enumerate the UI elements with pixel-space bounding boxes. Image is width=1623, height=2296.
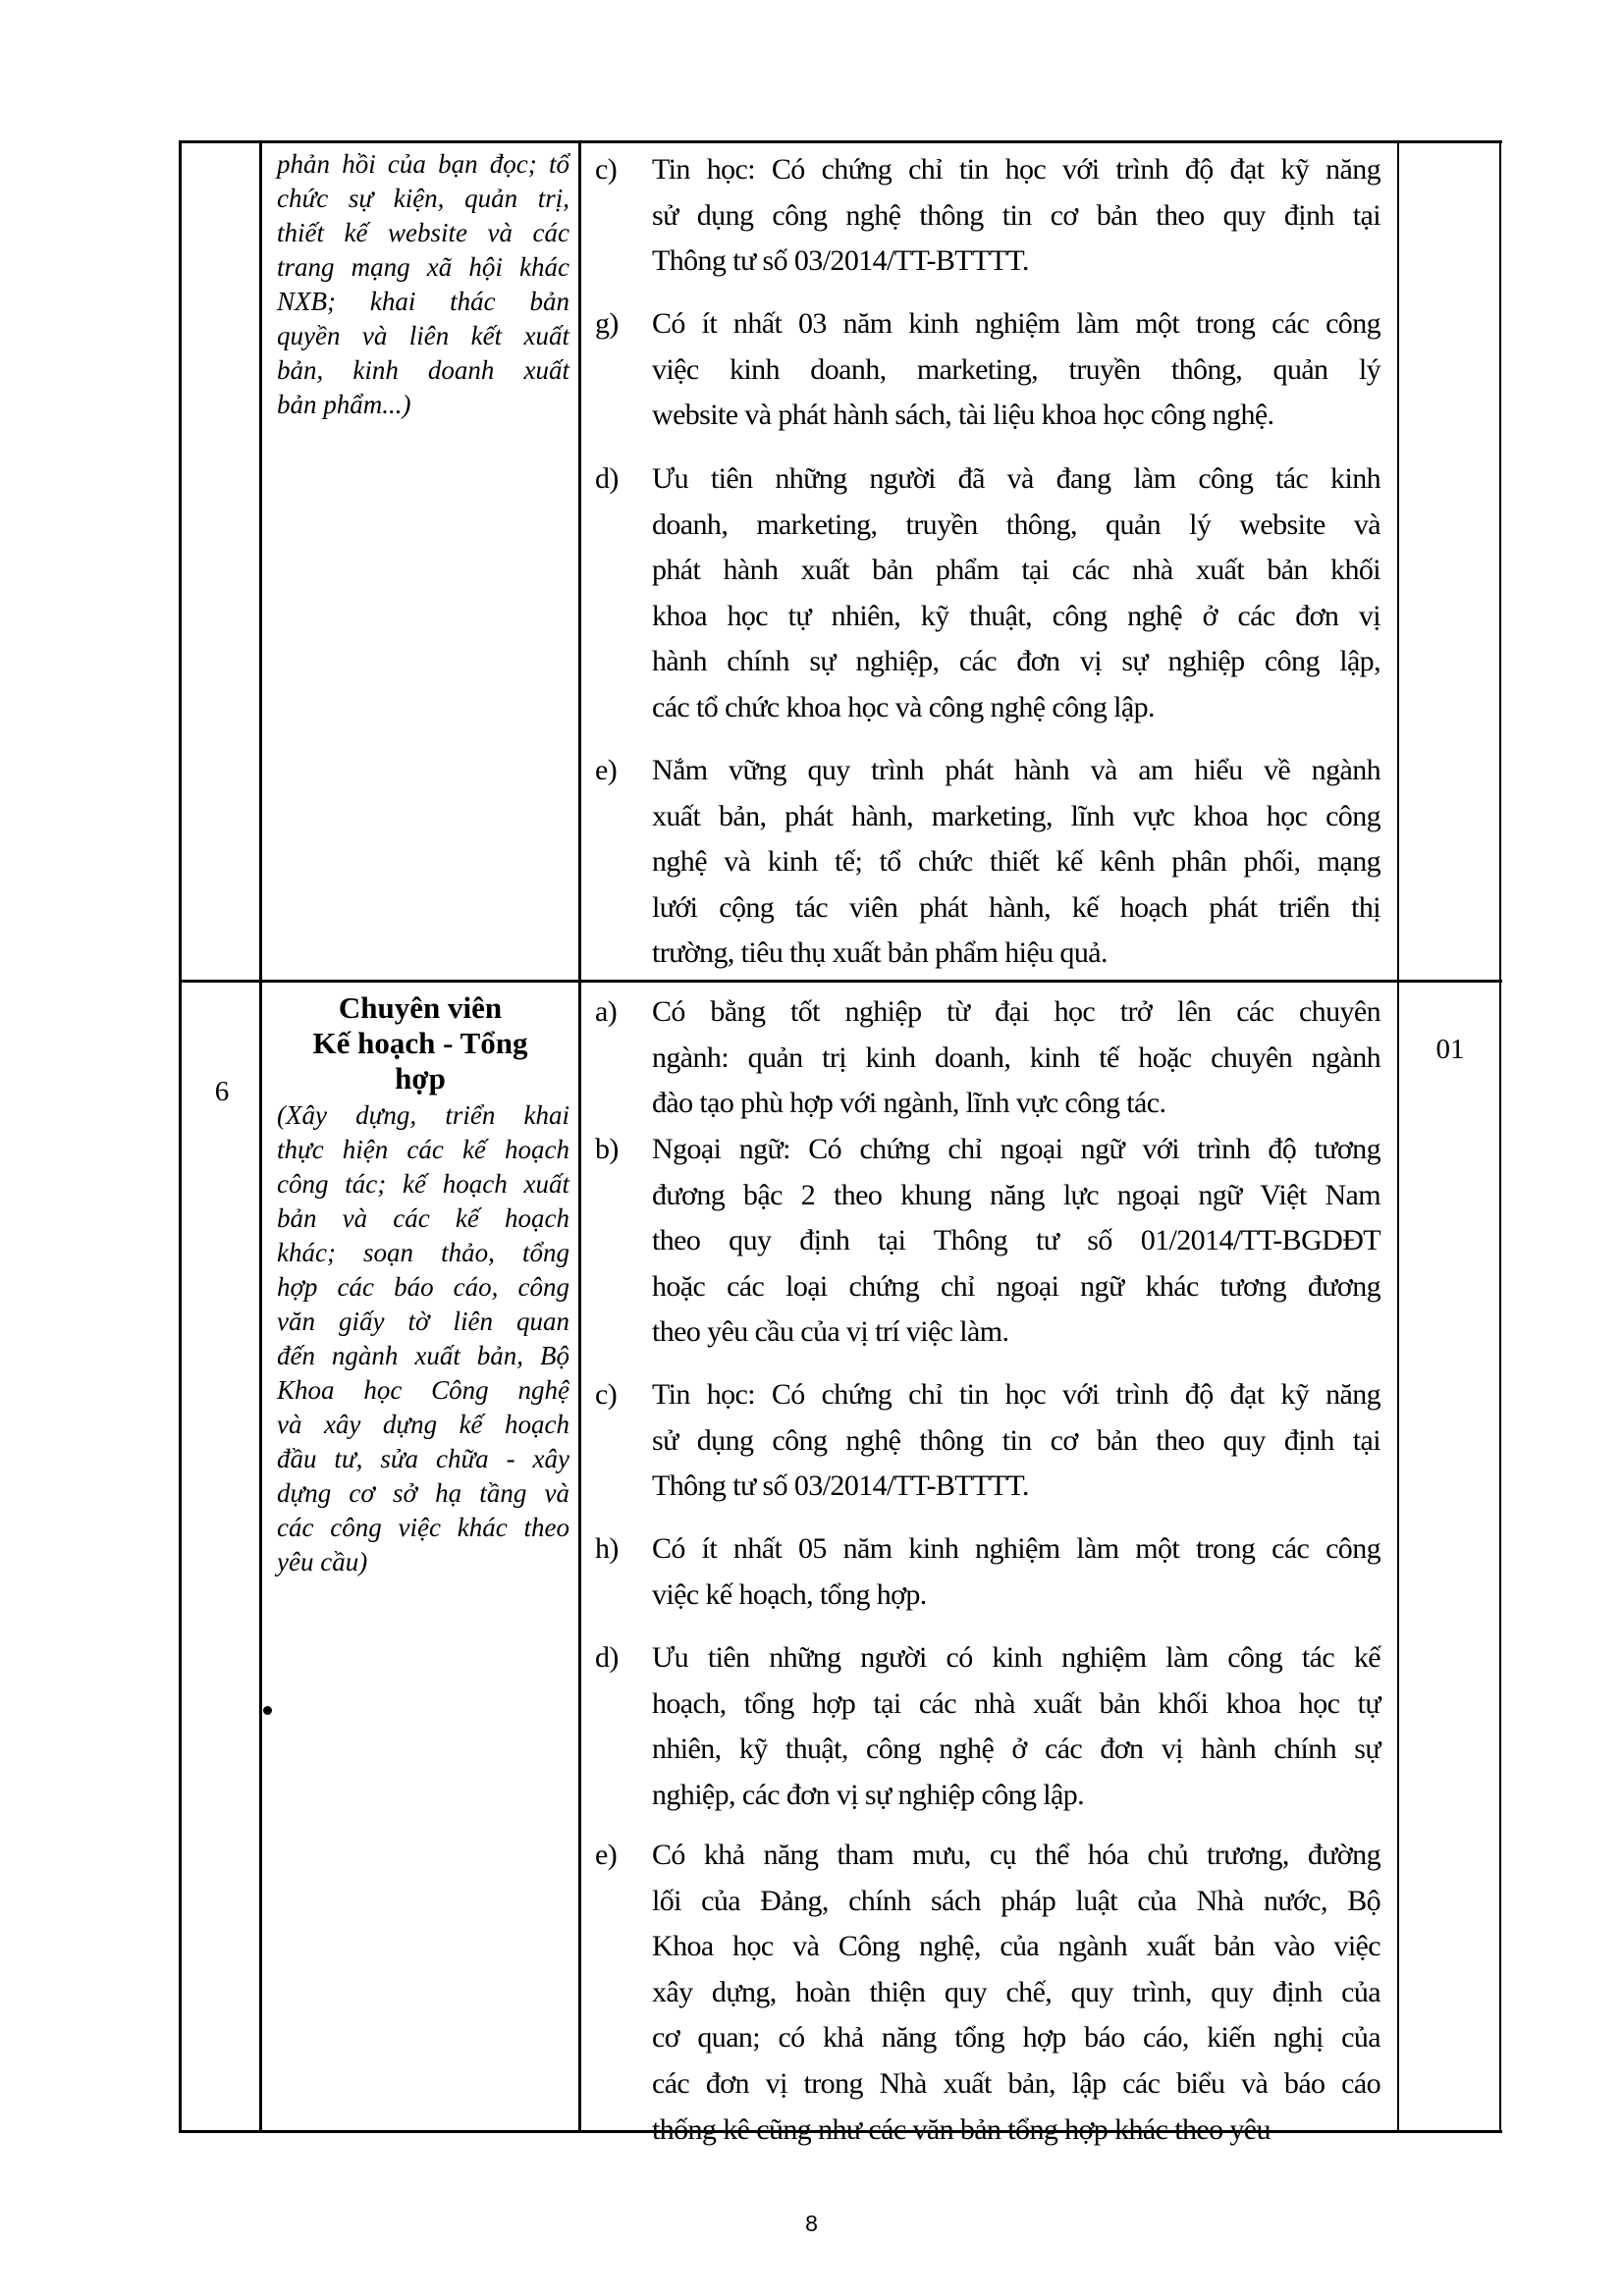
text-line: thiết kế website và các [277, 218, 569, 247]
text-line: khác; soạn thảo, tổng [277, 1238, 569, 1267]
text-line: Ngoại ngữ: Có chứng chỉ ngoại ngữ với trình độ tương [652, 1133, 1380, 1165]
text-line: Ưu tiên những người đã và đang làm công tác kinh [652, 462, 1380, 495]
position-description [277, 1098, 569, 1579]
text-line: đương bậc 2 theo khung năng lực ngoại ngữ Việt Nam [652, 1178, 1380, 1211]
text-line: nhiên, kỹ thuật, công nghệ ở các đơn vị hành chính sự [652, 1733, 1380, 1766]
text-line: việc kinh doanh, marketing, truyền thông, quản lý [652, 352, 1380, 386]
col-divider-position [578, 140, 581, 2133]
text-line: đào tạo phù hợp với ngành, lĩnh vực công tác. [652, 1087, 1166, 1120]
marker-label: d) [595, 1641, 619, 1674]
text-line: doanh, marketing, truyền thông, quản lý website và [652, 507, 1380, 541]
text-line: yêu cầu) [277, 1547, 368, 1576]
text-line: Ưu tiên những người có kinh nghiệm làm công tác kế [652, 1641, 1380, 1674]
marker-label: b) [595, 1133, 619, 1165]
text-line: và xây dựng kế hoạch [277, 1410, 569, 1439]
item-text [652, 1526, 1380, 1618]
marker-label: a) [595, 995, 618, 1028]
text-line: các đơn vị trong Nhà xuất bản, lập các biểu và báo cáo [652, 2066, 1380, 2100]
text-line: Khoa học và Công nghệ, của ngành xuất bản vào việc [652, 1930, 1380, 1963]
item-marker [595, 1127, 619, 1173]
col-divider-stt [259, 140, 262, 2133]
text-line: Có khả năng tham mưu, cụ thể hóa chủ trương, đường [652, 1839, 1380, 1871]
row-number: 6 [214, 1076, 230, 1107]
item-marker [595, 748, 617, 794]
text-line: ngành: quản trị kinh doanh, kinh tế hoặc chuyên ngành [652, 1041, 1380, 1074]
item-text [652, 1635, 1380, 1818]
item-text [652, 456, 1380, 731]
text-line: website và phát hành sách, tài liệu khoa học công nghệ. [652, 399, 1274, 432]
text-line: hoạch, tổng hợp tại các nhà xuất bản khối khoa học tự [652, 1686, 1380, 1720]
table-right-border [1499, 140, 1501, 2133]
item-text [652, 301, 1380, 439]
text-line: quyền và liên kết xuất [277, 321, 569, 350]
text-line: các tổ chức khoa học và công nghệ công lập. [652, 690, 1155, 723]
text-line: (Xây dựng, triển khai [277, 1100, 569, 1130]
position-title [263, 990, 577, 1096]
table-top-border [179, 140, 1502, 143]
marker-label: e) [595, 754, 618, 786]
marker-label: g) [595, 307, 619, 340]
text-line: phát hành xuất bản phẩm tại các nhà xuất bản khối [652, 554, 1380, 587]
row-divider [179, 980, 1502, 983]
text-line: Khoa học Công nghệ [277, 1375, 569, 1405]
text-line: hành chính sự nghiệp, các đơn vị sự nghiệp công lập, [652, 645, 1380, 678]
text-line: khoa học tự nhiên, kỹ thuật, công nghệ ở các đơn vị [652, 599, 1380, 632]
text-line: bản và các kế hoạch [277, 1203, 569, 1233]
text-line: Nắm vững quy trình phát hành và am hiểu về ngành [652, 754, 1380, 786]
text-line: NXB; khai thác bản [277, 287, 569, 316]
position-description [277, 147, 569, 422]
text-line: trang mạng xã hội khác [277, 252, 569, 282]
page-number: 8 [805, 2211, 818, 2236]
text-line: phản hồi của bạn đọc; tổ [277, 149, 569, 179]
item-marker [595, 301, 619, 347]
text-line: Chuyên viên [338, 990, 503, 1025]
text-line: sử dụng công nghệ thông tin cơ bản theo quy định tại [652, 1423, 1380, 1457]
text-line: theo yêu cầu của vị trí việc làm. [652, 1315, 1009, 1349]
col-divider-requirements [1397, 140, 1399, 2133]
bullet-icon [263, 1706, 272, 1715]
text-line: cơ quan; có khả năng tổng hợp báo cáo, kiến nghị của [652, 2021, 1380, 2055]
marker-label: e) [595, 1839, 618, 1871]
text-line: Kế hoạch - Tổng [312, 1026, 528, 1060]
text-line: hợp các báo cáo, công [277, 1272, 569, 1302]
item-text [652, 1372, 1380, 1510]
quantity: 01 [1435, 1034, 1465, 1065]
marker-label: c) [595, 153, 618, 186]
item-text [652, 989, 1380, 1127]
text-line: Có ít nhất 03 năm kinh nghiệm làm một trong các công [652, 307, 1380, 340]
text-line: công tác; kế hoạch xuất [277, 1169, 569, 1199]
text-line: văn giấy tờ liên quan [277, 1307, 569, 1336]
item-marker [595, 1372, 617, 1418]
text-line: nghiệp, các đơn vị sự nghiệp công lập. [652, 1778, 1085, 1811]
item-text [652, 1833, 1380, 2153]
text-line: đến ngành xuất bản, Bộ [277, 1341, 569, 1370]
text-line: việc kế hoạch, tổng hợp. [652, 1577, 927, 1611]
text-line: sử dụng công nghệ thông tin cơ bản theo quy định tại [652, 198, 1380, 232]
text-line: Tin học: Có chứng chỉ tin học với trình độ đạt kỹ năng [652, 1378, 1380, 1411]
text-line: Có ít nhất 05 năm kinh nghiệm làm một trong các công [652, 1532, 1380, 1565]
text-line: lối của Đảng, chính sách pháp luật của Nhà nước, Bộ [652, 1884, 1380, 1917]
marker-label: h) [595, 1532, 619, 1565]
item-text [652, 748, 1380, 977]
item-marker [595, 147, 617, 193]
text-line: Có bằng tốt nghiệp từ đại học trở lên các chuyên [652, 995, 1380, 1028]
text-line: đầu tư, sửa chữa - xây [277, 1444, 569, 1473]
text-line: chức sự kiện, quản trị, [277, 184, 569, 213]
item-marker [595, 456, 619, 503]
marker-label: c) [595, 1378, 618, 1411]
text-line: xuất bản, phát hành, marketing, lĩnh vực khoa học công [652, 799, 1380, 832]
text-line: Thông tư số 03/2014/TT-BTTTT. [652, 1469, 1029, 1503]
text-line: Thông tư số 03/2014/TT-BTTTT. [652, 244, 1029, 278]
text-line: bản phẩm...) [277, 390, 411, 419]
text-line: các công việc khác theo [277, 1513, 569, 1542]
text-line: thống kê cũng như các văn bản tổng hợp khác theo yêu [652, 2112, 1271, 2146]
item-marker [595, 1833, 617, 1879]
text-line: nghệ và kinh tế; tổ chức thiết kế kênh phân phối, mạng [652, 845, 1380, 879]
text-line: thực hiện các kế hoạch [277, 1135, 569, 1164]
text-line: hoặc các loại chứng chỉ ngoại ngữ khác tương đương [652, 1269, 1380, 1303]
text-line: hợp [395, 1061, 446, 1095]
text-line: bản, kinh doanh xuất [277, 355, 569, 385]
item-marker [595, 1635, 619, 1682]
text-line: Tin học: Có chứng chỉ tin học với trình độ đạt kỹ năng [652, 153, 1380, 186]
text-line: lưới cộng tác viên phát hành, kế hoạch phát triển thị [652, 890, 1380, 924]
text-line: xây dựng, hoàn thiện quy chế, quy trình, quy định của [652, 1975, 1380, 2008]
item-marker [595, 989, 617, 1036]
marker-label: d) [595, 462, 619, 495]
item-text [652, 147, 1380, 285]
item-text [652, 1127, 1380, 1356]
item-marker [595, 1526, 619, 1573]
text-line: dựng cơ sở hạ tầng và [277, 1478, 569, 1508]
table-left-border [179, 140, 182, 2133]
text-line: theo quy định tại Thông tư số 01/2014/TT-BGDĐT [652, 1224, 1380, 1257]
text-line: trường, tiêu thụ xuất bản phẩm hiệu quả. [652, 936, 1108, 970]
